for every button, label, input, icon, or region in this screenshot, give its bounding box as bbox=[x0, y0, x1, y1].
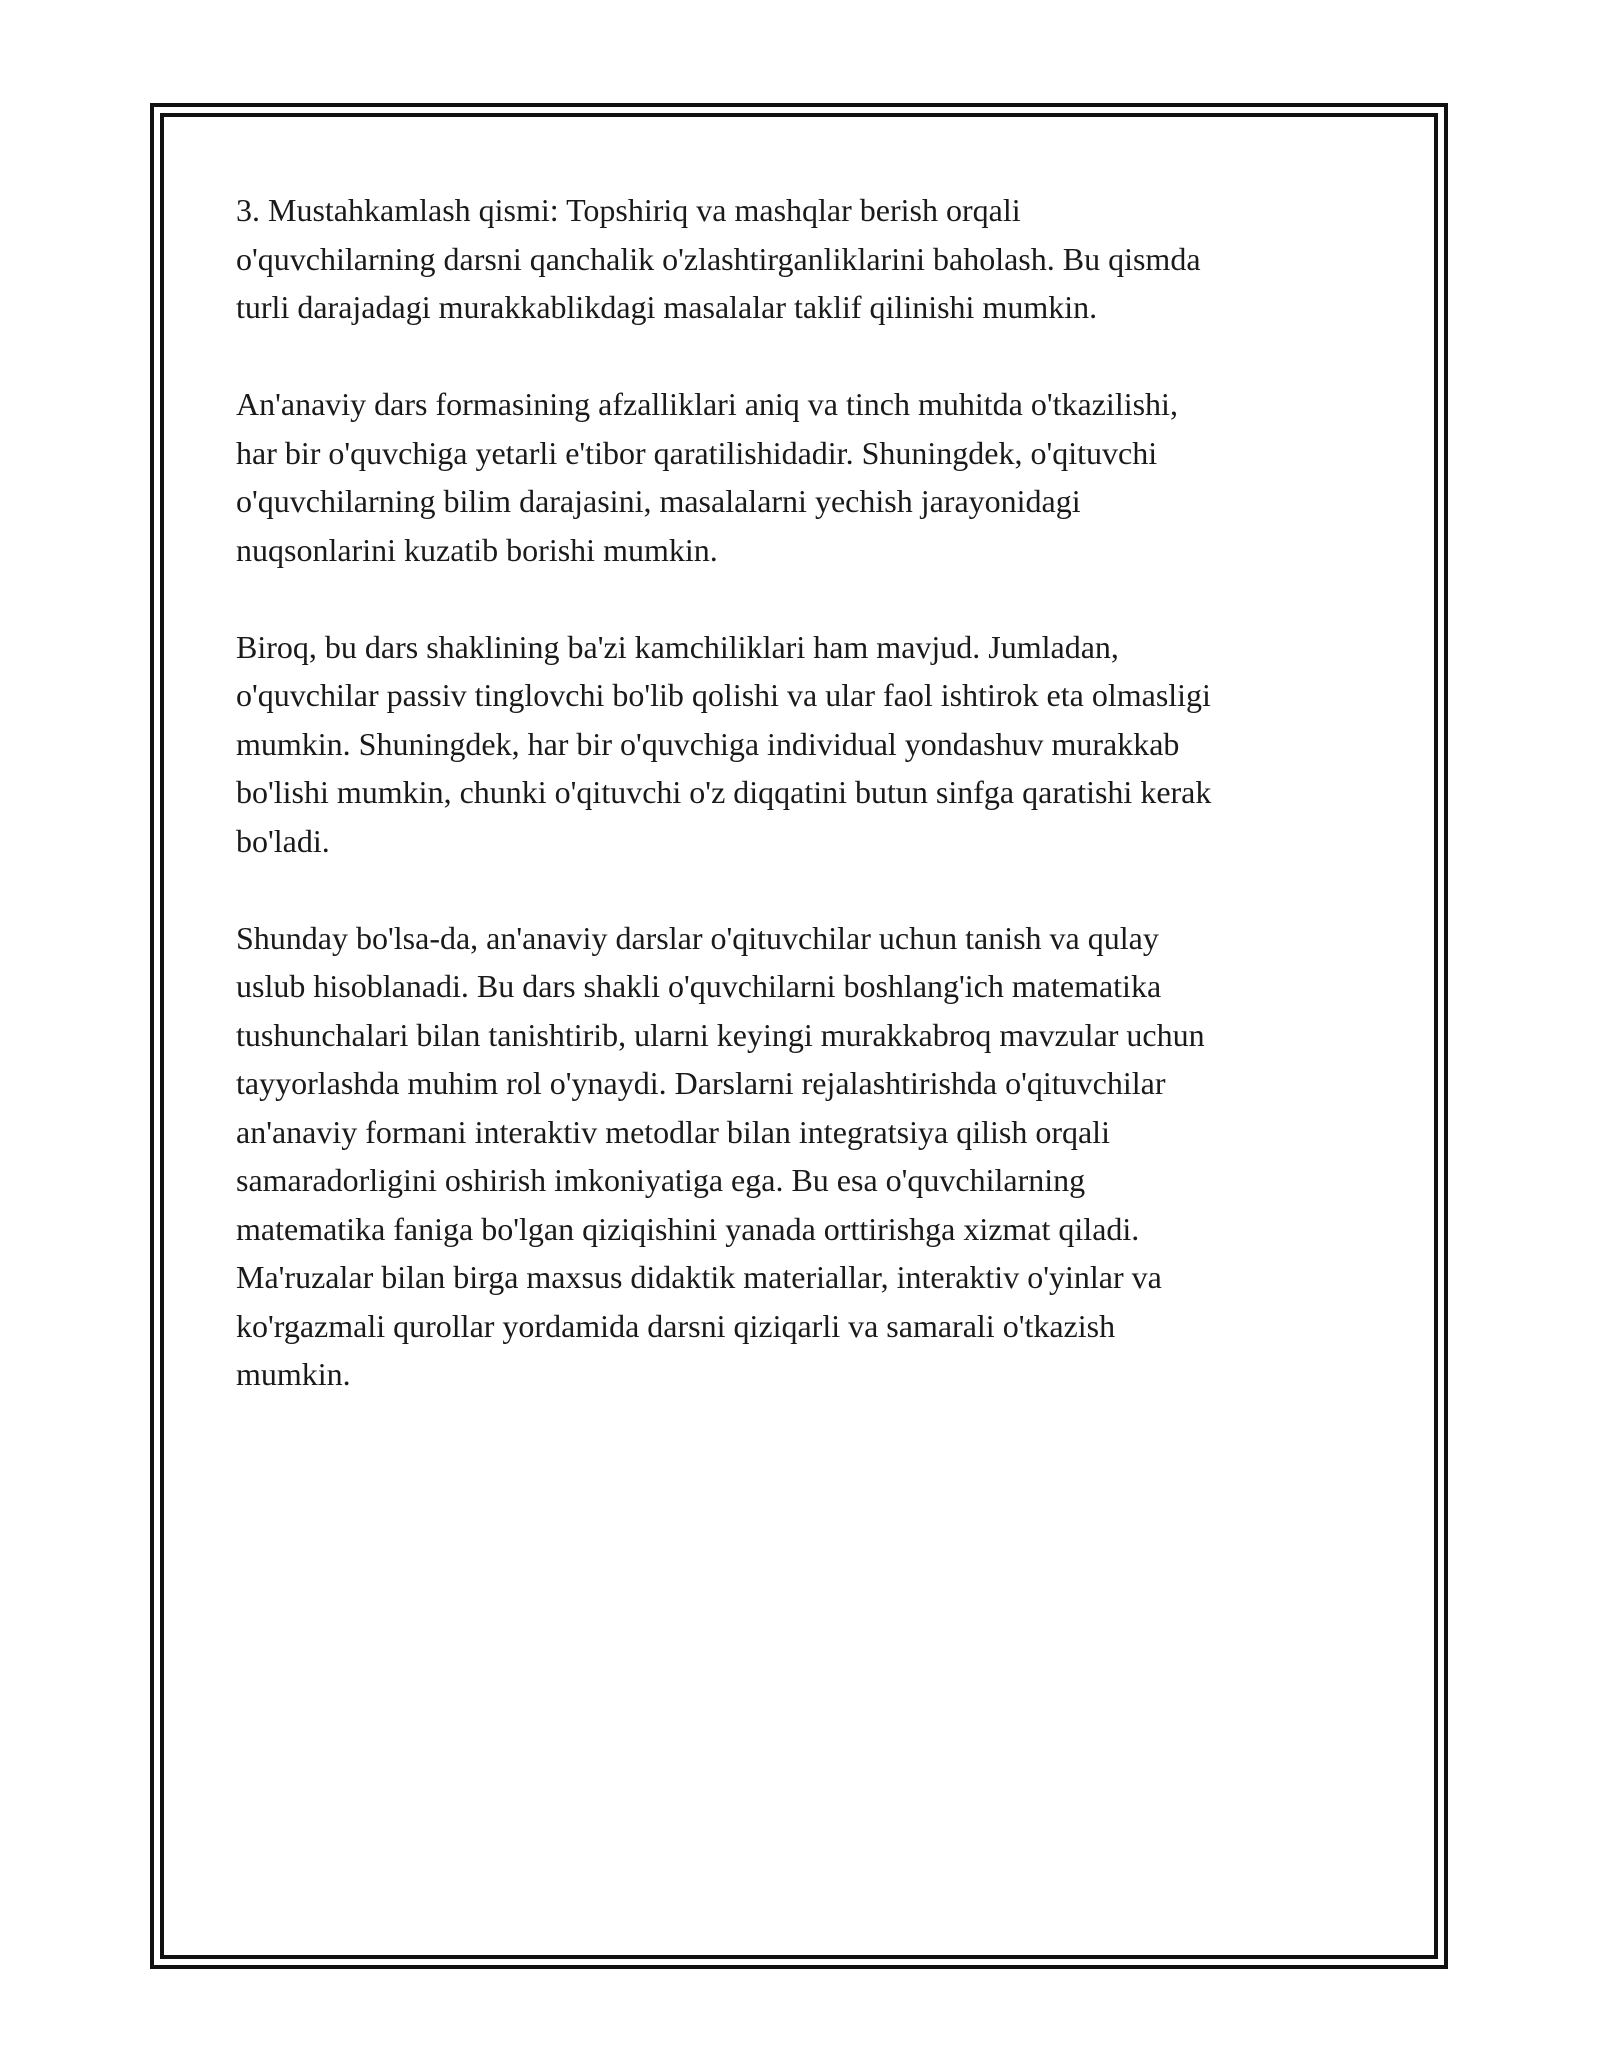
paragraph-conclusion: Shunday bo'lsa-da, an'anaviy darslar o'qituvchilar uchun tanish va qulay uslub hisoblanadi. Bu dars shakli o'quvchilarni boshlang'ich matematika tushunchalari bilan tanishtirib, ularni keyingi murakkabroq mavzular uchun tayyorlashda muhim rol o'ynaydi. Darslarni rejalashtirishda o'qituvchilar an'anaviy formani interaktiv metodlar bilan integratsiya qilish orqali samaradorligini oshirish imkoniyatiga ega. Bu esa o'quvchilarning matematika faniga bo'lgan qiziqishini yanada orttirishga xizmat qiladi. Ma'ruzalar bilan birga maxsus didaktik materiallar, interaktiv o'yinlar va ko'rgazmali qurollar yordamida darsni qiziqarli va samarali o'tkazish mumkin. bbox=[236, 919, 1205, 1392]
document-body bbox=[236, 186, 1366, 1447]
paragraph-consolidation: 3. Mustahkamlash qismi: Topshiriq va mashqlar berish orqali o'quvchilarning darsni qanchalik o'zlashtirganliklarini baholash. Bu qismda turli darajadagi murakkablikdagi masalalar taklif qilinishi mumkin. bbox=[236, 192, 1201, 325]
paragraph-advantages: An'anaviy dars formasining afzalliklari aniq va tinch muhitda o'tkazilishi, har bir o'quvchiga yetarli e'tibor qaratilishidadir. Shuningdek, o'qituvchi o'quvchilarning bilim darajasini, masalalarni yechish jarayonidagi nuqsonlarini kuzatib borishi mumkin. bbox=[236, 386, 1178, 568]
paragraph-disadvantages: Biroq, bu dars shaklining ba'zi kamchiliklari ham mavjud. Jumladan, o'quvchilar passiv tinglovchi bo'lib qolishi va ular faol ishtirok eta olmasligi mumkin. Shuningdek, har bir o'quvchiga individual yondashuv murakkab bo'lishi mumkin, chunki o'qituvchi o'z diqqatini butun sinfga qaratishi kerak bo'ladi. bbox=[236, 628, 1212, 859]
